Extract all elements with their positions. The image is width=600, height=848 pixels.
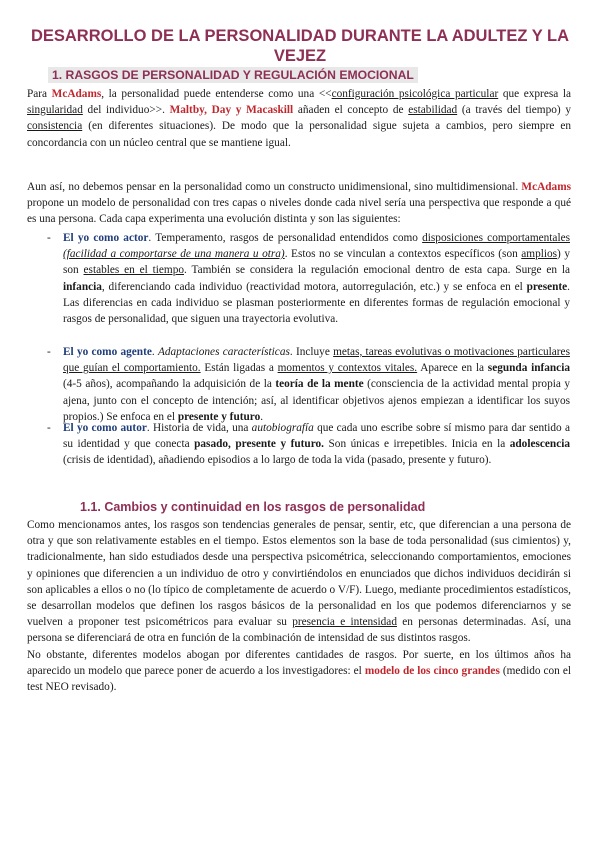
bullet-label: El yo como agente [63,346,152,358]
text: . También se considera la regulación emocional dentro de esta capa. Surge en la [184,264,570,277]
list-item-yo-agente [47,344,571,425]
bullet-dash: - [47,422,51,434]
bullet-label: El yo como autor [63,422,147,434]
text: . Estos no se vinculan a contextos específicos (son [284,248,522,261]
bold-term: pasado, presente y futuro. [194,438,324,451]
bold-term: teoría de la mente [275,378,364,391]
document-title: DESARROLLO DE LA PERSONALIDAD DURANTE LA ADULTEZ Y LA VEJEZ [30,27,570,65]
text: Aparece en la [417,362,488,375]
text: , diferenciando cada individuo (reactividad motora, autorregulación, etc.) y se enfoca en el [101,280,527,293]
underlined-term: estabilidad [408,104,458,117]
text: en personas determinadas. Así, una persona se diferenciará de otra en función de la combinación de intensidad de sus distintos rasgos. [27,616,571,645]
text: Como mencionamos antes, los rasgos son tendencias generales de pensar, sentir, etc, que diferencian a una persona de otra y que son relativamente estables en el tiempo. Estos elementos son la base de toda personalidad (sus cimientos) y, tradicionalmente, han sido estudiados desde una perspectiva psicométrica, seleccionando comportamientos, emociones y opiniones que diferencien a un individuo de otro y convirtiéndolos en enunciados que dichos individuos decidirán si son aplicables a ellos o no (lo típico de completamente de acuerdo o V/F). Luego, mediante procedimientos estadísticos, se desarrollan modelos que definen los rasgos básicos de la personalidad en los que podemos diferenciarnos y se vuelven a proponer test psicométricos para evaluar su [27,519,571,629]
text: . Historia de vida, una [146,422,252,434]
paragraph-traits [27,517,571,647]
text: . [151,346,158,358]
bold-term: segunda infancia [487,362,570,375]
underlined-term: metas, tareas evolutivas o motivaciones particulares que guían el comportamiento. [63,346,570,375]
underlined-term: consistencia [27,120,83,133]
paragraph-big-five [27,647,571,696]
author-mcadams: McAdams [51,88,102,100]
text: Aun así, no debemos pensar en la personalidad como un constructo unidimensional, sino multidimensional. [27,181,522,193]
text: Están ligadas a [200,362,278,375]
list-item-yo-actor [47,230,570,327]
underlined-term: presencia e intensidad [292,616,397,629]
underlined-term: amplios [521,248,558,261]
big-five-model: modelo de los cinco grandes [364,664,500,677]
bold-term: presente y futuro [177,410,261,423]
list-item-yo-autor [47,420,570,469]
text: (a través del tiempo) y [457,104,571,117]
text: . Incluye [289,346,334,358]
text: No obstante, diferentes modelos abogan por diferentes cantidades de rasgos. Por suerte, en los últimos años ha aparecido un modelo que parece poner de acuerdo a los investigadores: el [27,648,571,677]
paragraph-personality-definition [27,86,571,151]
italic-note: (facilidad a comportarse de una manera u otra) [63,248,285,261]
text: , la personalidad puede entenderse como una << [101,88,332,100]
text: (4-5 años), acompañando la adquisición de la [63,378,276,391]
italic-term: autobiografía [251,422,314,434]
section-1-1-body [27,517,571,695]
bullet-dash: - [47,232,51,244]
text: . Temperamento, rasgos de personalidad entendidos como [148,232,423,244]
author-mcadams: McAdams [521,181,571,193]
text: propone un modelo de personalidad con tres capas o niveles donde cada nivel sería una perspectiva que responde a qué es una persona. Cada capa experimenta una evolución distinta y son las siguientes: [27,197,571,226]
underlined-term: momentos y contextos vitales. [277,362,418,375]
text: (en diferentes situaciones). De modo que la personalidad sigue sujeta a cambios, pero siempre en concordancia con un núcleo central que se mantiene igual. [27,120,571,149]
text: (medido con el test NEO revisado). [27,664,571,694]
text: . [260,410,264,423]
italic-term: Adaptaciones características [157,346,290,358]
underlined-term: disposiciones comportamentales [422,232,570,244]
paragraph-multidimensional [27,179,571,228]
section-heading-1: 1. RASGOS DE PERSONALIDAD Y REGULACIÓN EMOCIONAL [48,67,418,83]
text: (crisis de identidad), añadiendo episodios a lo largo de toda la vida (pasado, presente y futuro). [63,454,492,467]
bullet-label: El yo como actor [63,232,149,244]
bold-term: adolescencia [509,438,570,451]
bold-term: presente [526,280,568,293]
bold-term: infancia [63,280,102,293]
text: añaden el concepto de [293,104,409,117]
underlined-term: singularidad [27,104,83,117]
text: Son únicas e irrepetibles. Inicia en la [324,438,510,451]
text: ) y son [63,248,570,277]
text: que expresa la [498,88,571,100]
text: del individuo>>. [82,104,170,117]
bullet-dash: - [47,346,51,358]
text: Para [27,88,52,100]
text: (consciencia de la actividad mental propia y ajena, junto con el concepto de intención; así, al identificar objetivos ajenos empiezan a identificar los suyos propios.) Se enfoca en el [63,378,571,423]
section-heading-1-1: 1.1. Cambios y continuidad en los rasgos de personalidad [80,500,426,514]
text: que cada uno escribe sobre sí mismo para dar sentido a su identidad y que conecta [63,422,570,451]
text: . Las diferencias en cada individuo se plasman posteriormente en diferentes formas de regulación emocional y rasgos de personalidad, que siguen una trayectoria evolutiva. [63,280,570,326]
underlined-term: configuración psicológica particular [331,88,499,100]
underlined-term: estables en el tiempo [83,264,184,277]
authors-maltby-day-macaskill: Maltby, Day y Macaskill [169,104,294,117]
